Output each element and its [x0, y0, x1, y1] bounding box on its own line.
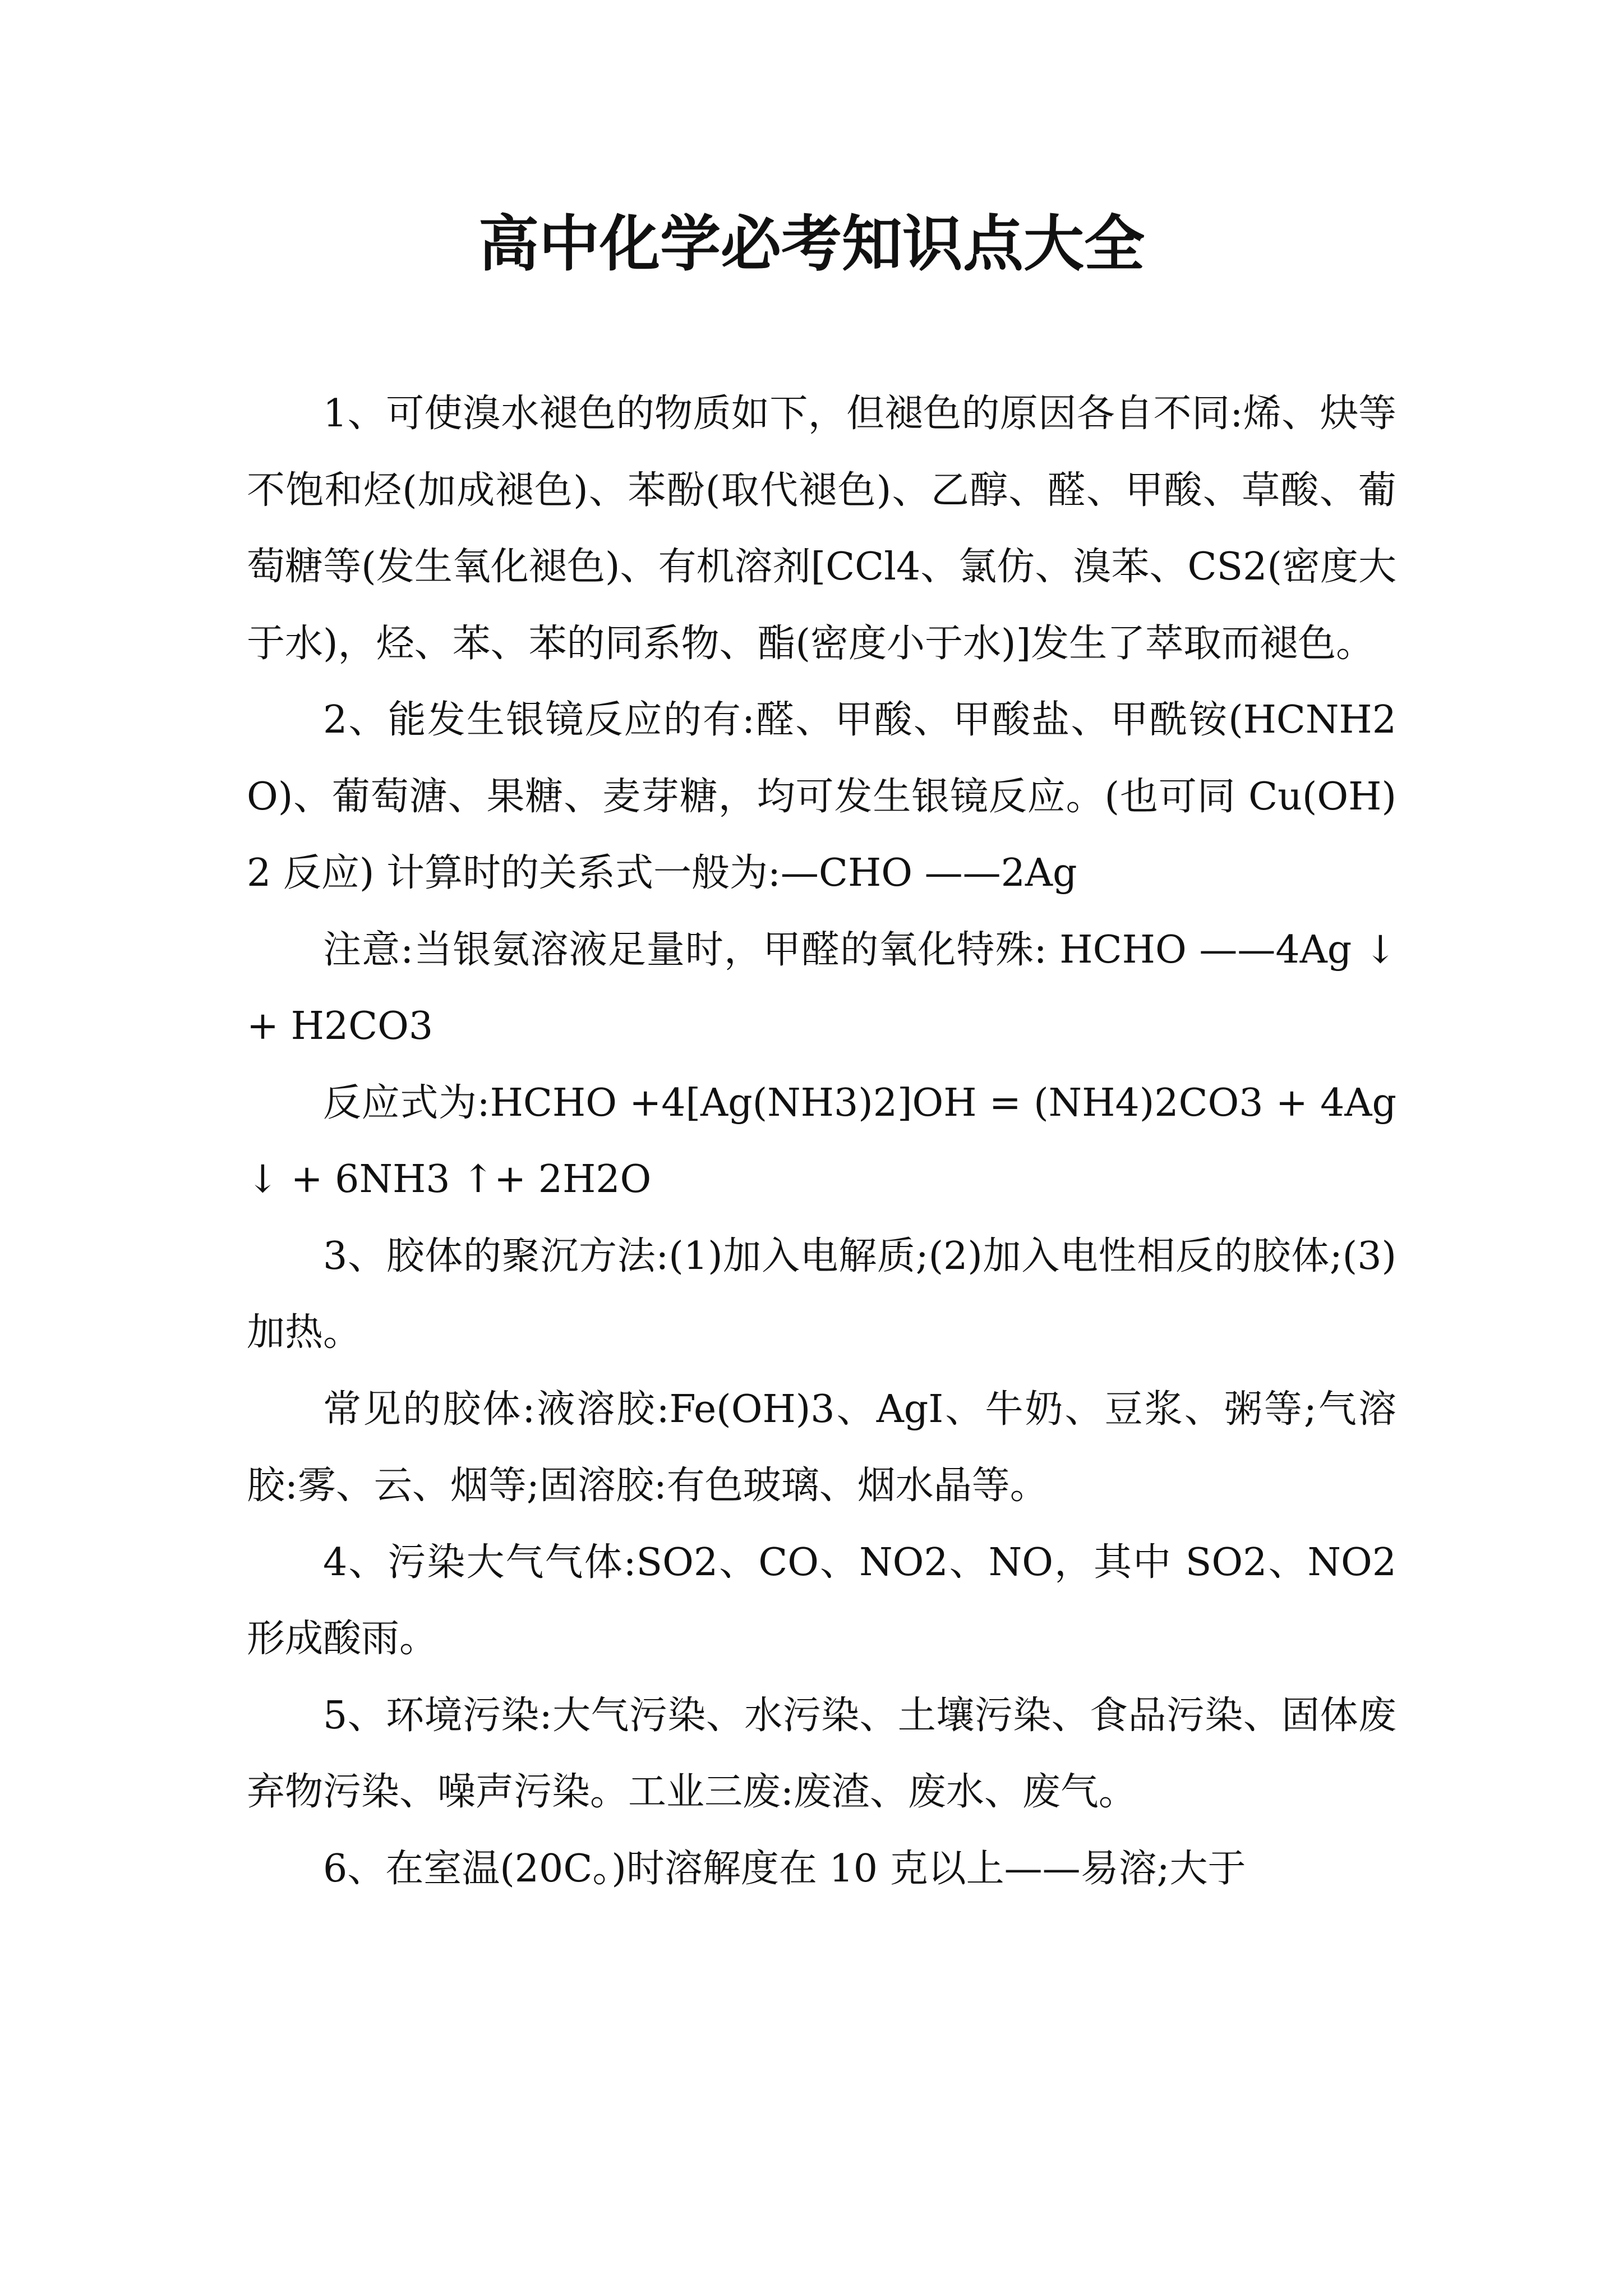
document-title: 高中化学必考知识点大全	[478, 209, 1145, 279]
paragraph-3-colloid-coagulation: 3、胶体的聚沉方法:(1)加入电解质;(2)加入电性相反的胶体;(3)加热。	[247, 1234, 1396, 1355]
paragraph-5-environmental-pollution: 5、环境污染:大气污染、水污染、土壤污染、食品污染、固体废弃物污染、噪声污染。工业三废:废渣、废水、废气。	[247, 1693, 1396, 1814]
paragraph-2-silver-mirror: 2、能发生银镜反应的有:醛、甲酸、甲酸盐、甲酰铵(HCNH2O)、葡萄溏、果糖、麦芽糖，均可发生银镜反应。(也可同 Cu(OH)2 反应) 计算时的关系式一般为:—CHO ——2Ag	[247, 698, 1396, 895]
paragraph-6-solubility: 6、在室温(20C。)时溶解度在 10 克以上——易溶;大于	[323, 1846, 1246, 1891]
paragraph-common-colloids: 常见的胶体:液溶胶:Fe(OH)3、AgI、牛奶、豆浆、粥等;气溶胶:雾、云、烟等;固溶胶:有色玻璃、烟水晶等。	[247, 1387, 1396, 1508]
paragraph-1-bromine-water: 1、可使溴水褪色的物质如下，但褪色的原因各自不同:烯、炔等不饱和烃(加成褪色)、苯酚(取代褪色)、乙醇、醛、甲酸、草酸、葡萄糖等(发生氧化褪色)、有机溶剂[CCl4、氯仿、溴苯、CS2(密度大于水)，烃、苯、苯的同系物、酯(密度小于水)]发生了萃取而褪色。	[247, 392, 1396, 666]
paragraph-4-air-pollutants: 4、污染大气气体:SO2、CO、NO2、NO，其中 SO2、NO2 形成酸雨。	[247, 1540, 1396, 1661]
document-body	[247, 376, 1396, 1907]
paragraph-reaction-equation: 反应式为:HCHO +4[Ag(NH3)2]OH = (NH4)2CO3 + 4Ag↓ + 6NH3 ↑+ 2H2O	[247, 1080, 1396, 1202]
paragraph-note-formaldehyde: 注意:当银氨溶液足量时，甲醛的氧化特殊: HCHO ——4Ag ↓ + H2CO3	[247, 927, 1396, 1048]
